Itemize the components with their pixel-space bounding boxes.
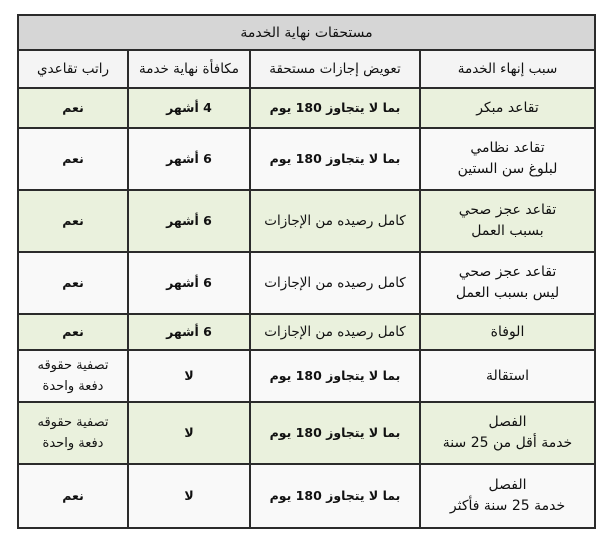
header-pension: راتب تقاعدي: [18, 50, 128, 88]
reason-text: تقاعد مبكر: [476, 99, 539, 116]
pension-cell: [18, 402, 128, 464]
reason-text: بسبب العمل: [471, 223, 544, 239]
bonus-cell: 6 أشهر: [128, 128, 250, 190]
table-title: مستحقات نهاية الخدمة: [18, 15, 595, 50]
reason-cell: [420, 190, 595, 252]
header-end-of-service-bonus: مكافأة نهاية خدمة: [128, 50, 250, 88]
reason-text: تقاعد عجز صحي: [458, 264, 557, 280]
reason-text: الفصل: [488, 477, 527, 493]
reason-cell: [420, 350, 595, 402]
reason-text: الوفاة: [490, 323, 525, 340]
table-row: [18, 464, 595, 528]
pension-text: نعم: [62, 324, 84, 339]
reason-cell: [420, 88, 595, 128]
leave-comp-cell: بما لا يتجاوز 180 يوم: [250, 350, 420, 402]
pension-cell: [18, 128, 128, 190]
bonus-cell: 6 أشهر: [128, 252, 250, 314]
bonus-cell: لا: [128, 464, 250, 528]
pension-cell: [18, 350, 128, 402]
pension-text: نعم: [62, 488, 84, 503]
leave-comp-cell: بما لا يتجاوز 180 يوم: [250, 464, 420, 528]
pension-cell: [18, 190, 128, 252]
header-reason: سبب إنهاء الخدمة: [420, 50, 595, 88]
header-leave-compensation: تعويض إجازات مستحقة: [250, 50, 420, 88]
bonus-cell: لا: [128, 402, 250, 464]
pension-cell: [18, 314, 128, 350]
bonus-cell: 6 أشهر: [128, 190, 250, 252]
reason-cell: [420, 402, 595, 464]
pension-cell: [18, 88, 128, 128]
leave-comp-cell: بما لا يتجاوز 180 يوم: [250, 128, 420, 190]
pension-cell: [18, 464, 128, 528]
pension-text: نعم: [62, 213, 84, 228]
leave-comp-cell: كامل رصيده من الإجازات: [250, 314, 420, 350]
reason-text: تقاعد عجز صحي: [458, 202, 557, 218]
leave-comp-cell: كامل رصيده من الإجازات: [250, 190, 420, 252]
bonus-cell: 6 أشهر: [128, 314, 250, 350]
pension-text: دفعة واحدة: [42, 379, 104, 394]
table-row: [18, 402, 595, 464]
pension-text: نعم: [62, 151, 84, 166]
reason-cell: [420, 314, 595, 350]
table-row: [18, 314, 595, 350]
reason-cell: [420, 464, 595, 528]
reason-cell: [420, 128, 595, 190]
reason-text: ليس بسبب العمل: [455, 285, 560, 301]
pension-text: نعم: [62, 275, 84, 290]
reason-text: تقاعد نظامي: [470, 140, 545, 156]
reason-text: لبلوغ سن الستين: [457, 161, 558, 177]
table-row: [18, 350, 595, 402]
benefits-table: [17, 14, 596, 529]
table-row: [18, 252, 595, 314]
table-row: [18, 88, 595, 128]
table-row: [18, 190, 595, 252]
pension-text: تصفية حقوقه: [37, 358, 109, 373]
leave-comp-cell: بما لا يتجاوز 180 يوم: [250, 88, 420, 128]
pension-cell: [18, 252, 128, 314]
pension-text: دفعة واحدة: [42, 436, 104, 451]
reason-cell: [420, 252, 595, 314]
bonus-cell: لا: [128, 350, 250, 402]
bonus-cell: 4 أشهر: [128, 88, 250, 128]
reason-text: خدمة 25 سنة فأكثر: [449, 498, 566, 514]
reason-text: خدمة أقل من 25 سنة: [442, 435, 573, 451]
table-row: [18, 128, 595, 190]
reason-text: الفصل: [488, 414, 527, 430]
leave-comp-cell: كامل رصيده من الإجازات: [250, 252, 420, 314]
pension-text: نعم: [62, 100, 84, 115]
pension-text: تصفية حقوقه: [37, 415, 109, 430]
reason-text: استقالة: [486, 367, 529, 384]
leave-comp-cell: بما لا يتجاوز 180 يوم: [250, 402, 420, 464]
